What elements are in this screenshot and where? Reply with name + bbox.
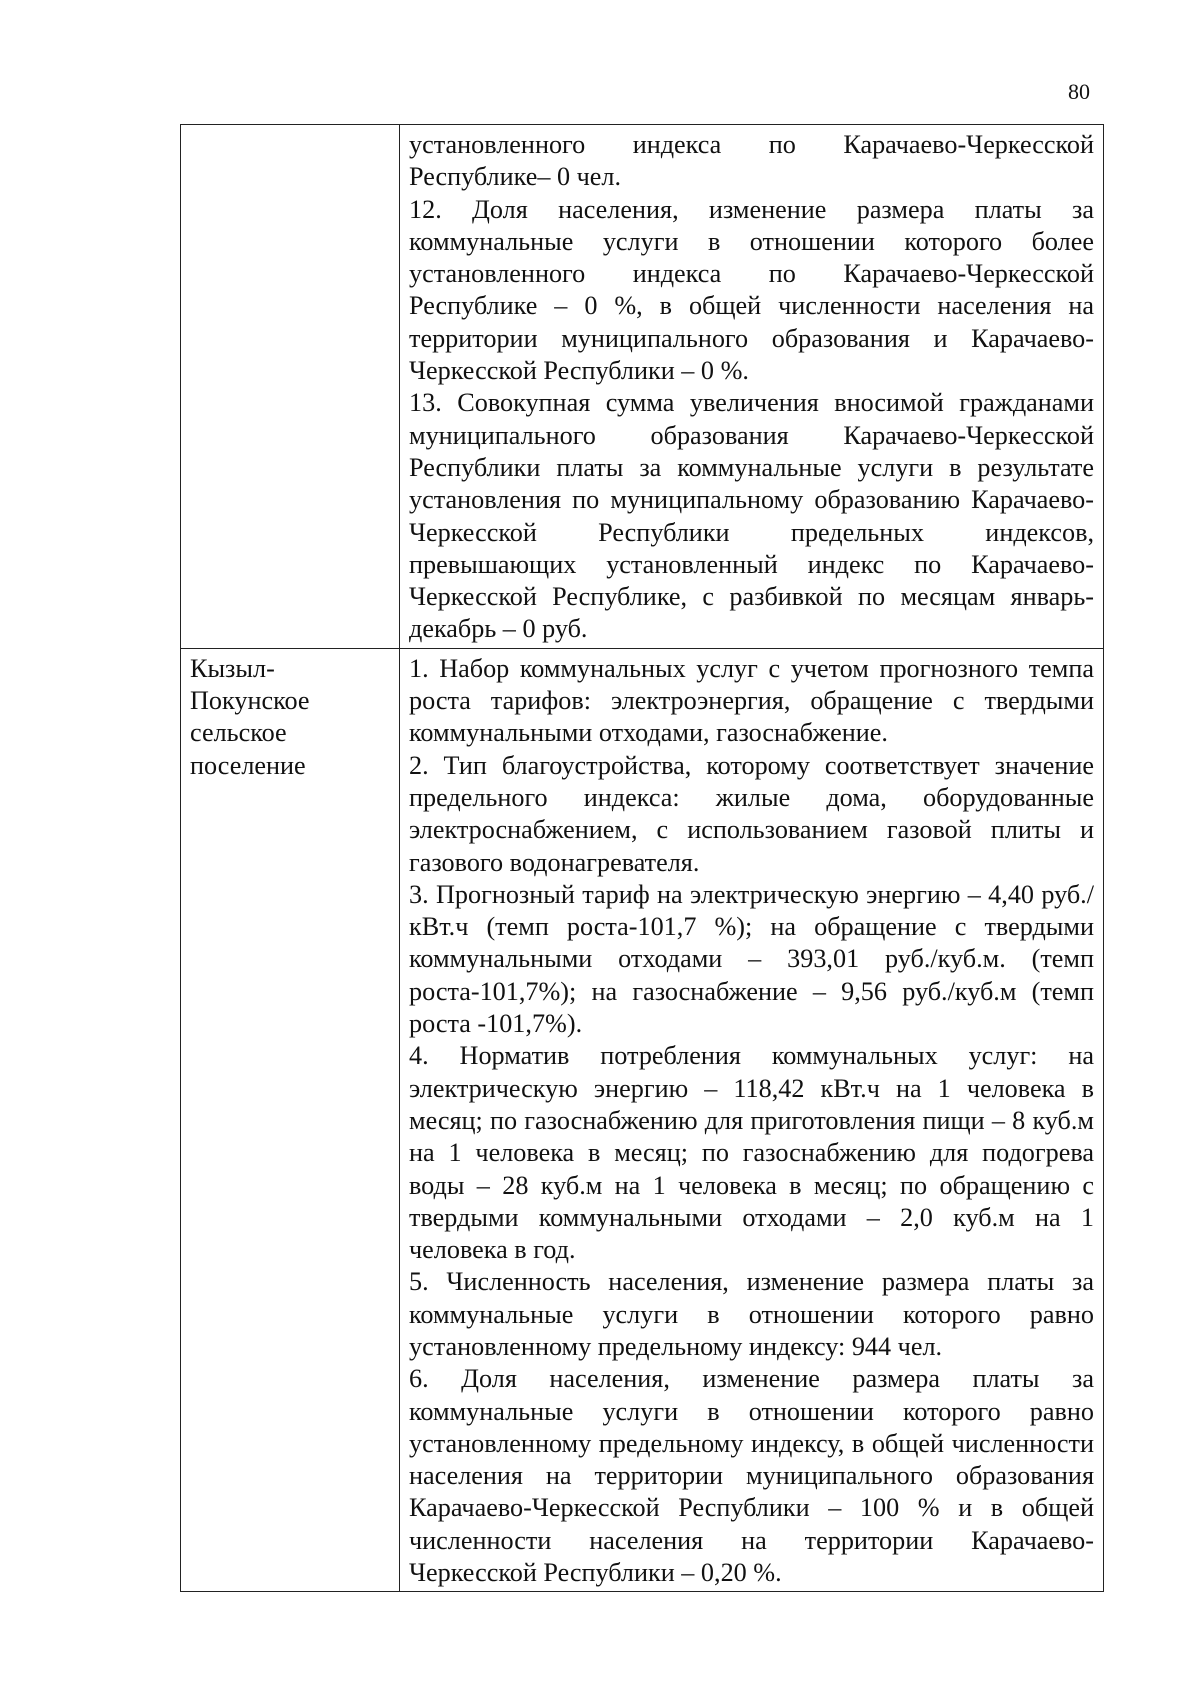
- indices-table: [180, 124, 1104, 1592]
- detail-paragraph: 1. Набор коммунальных услуг с учетом прогнозного темпа роста тарифов: электроэнергия, обращение с твердыми коммунальными отходами, газоснабжение.: [409, 653, 1094, 748]
- detail-paragraph: 13. Совокупная сумма увеличения вносимой гражданами муниципального образования Карачаево-Черкесской Республики платы за коммунальные услуги в результате установления по муниципальному образованию Карачаево-Черкесской Республики предельных индексов, превышающих установленный индекс по Карачаево-Черкесской Республике, с разбивкой по месяцам январь-декабрь – 0 руб.: [409, 388, 1094, 644]
- page-number: 80: [1068, 79, 1090, 104]
- table-row: [181, 125, 1104, 649]
- detail-paragraph: установленного индекса по Карачаево-Черкесской Республике– 0 чел.: [409, 130, 1094, 192]
- detail-paragraph: 12. Доля населения, изменение размера платы за коммунальные услуги в отношении которого более установленного индекса по Карачаево-Черкесской Республике – 0 %, в общей численности населения на территории муниципального образования и Карачаево-Черкесской Республики – 0 %.: [409, 194, 1094, 386]
- settlement-name-cell: [181, 648, 400, 1592]
- table-row: [181, 648, 1104, 1592]
- settlement-details-cell: [400, 648, 1104, 1592]
- detail-paragraph: 6. Доля населения, изменение размера платы за коммунальные услуги в отношении которого равно установленному предельному индексу, в общей численности населения на территории муниципального образования Карачаево-Черкесской Республики – 100 % и в общей численности населения на территории Карачаево-Черкесской Республики – 0,20 %.: [409, 1364, 1094, 1588]
- settlement-details-cell: [400, 125, 1104, 649]
- detail-paragraph: 3. Прогнозный тариф на электрическую энергию – 4,40 руб./кВт.ч (темп роста-101,7 %); на обращение с твердыми коммунальными отходами – 393,01 руб./куб.м. (темп роста-101,7%); на газоснабжение – 9,56 руб./куб.м (темп роста -101,7%).: [409, 879, 1094, 1039]
- settlement-name-cell: [181, 125, 400, 649]
- detail-paragraph: 2. Тип благоустройства, которому соответствует значение предельного индекса: жилые дома, оборудованные электроснабжением, с использованием газовой плиты и газового водонагревателя.: [409, 750, 1094, 877]
- detail-paragraph: 5. Численность населения, изменение размера платы за коммунальные услуги в отношении которого равно установленному предельному индексу: 944 чел.: [409, 1267, 1094, 1361]
- detail-paragraph: 4. Норматив потребления коммунальных услуг: на электрическую энергию – 118,42 кВт.ч на 1 человека в месяц; по газоснабжению для приготовления пищи – 8 куб.м на 1 человека в месяц; по газоснабжению для подогрева воды – 28 куб.м на 1 человека в месяц; по обращению с твердыми коммунальными отходами – 2,0 куб.м на 1 человека в год.: [409, 1041, 1094, 1265]
- settlement-name: Кызыл-Покунское сельское поселение: [190, 653, 310, 780]
